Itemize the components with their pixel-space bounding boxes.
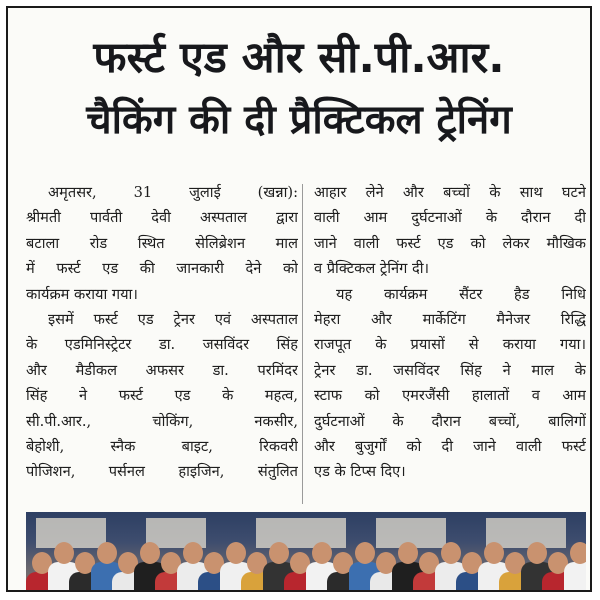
person-head [570,542,587,564]
article-line: मेहरा और मार्केटिंग मैनेजर रिद्धि [314,310,586,328]
person-head [527,542,547,564]
photo-backdrop-banner [36,518,106,548]
article-line: अमृतसर, 31 जुलाई (खन्ना): [48,184,298,201]
article-line: वाली आम दुर्घटनाओं के दौरान दी [314,209,586,227]
article-column-right [314,180,586,485]
column-divider [302,184,303,504]
article-line: यह कार्यक्रम सैंटर हैड निधि [336,285,586,303]
article-line: इसमें फर्स्ट एड ट्रेनर एवं अस्पताल [48,310,298,328]
person-head [140,542,160,564]
person-head [441,542,461,564]
article-line: ट्रेनर डा. जसविंदर सिंह ने माल के [314,361,586,379]
article-line: राजपूत के प्रयासों से कराया गया। [314,336,586,354]
newspaper-clipping [6,6,592,592]
article-line: आहार लेने और बच्चों के साथ घटने [314,184,586,201]
article-line: पोजिशन, पर्सनल हाइजिन, संतुलित [26,463,298,481]
article-line: एड के टिप्स दिए। [314,463,406,481]
article-line: व प्रैक्टिकल ट्रेनिंग दी। [314,260,430,278]
article-line: और मैडीकल अफसर डा. परमिंदर [26,361,298,379]
headline-line-2: चैकिंग की दी प्रैक्टिकल ट्रेनिंग [86,97,512,143]
person-head [484,542,504,564]
person-head [312,542,332,564]
person-head [355,542,375,564]
person-head [97,542,117,564]
article-line: के एडमिनिस्ट्रेटर डा. जसविंदर सिंह [26,336,298,354]
article-line: जाने वाली फर्स्ट एड को लेकर मौखिक [314,234,586,252]
person-head [269,542,289,564]
article-line: सी.पी.आर., चोकिंग, नकसीर, [26,412,298,430]
photo-backdrop-banner [256,518,346,548]
person-head [54,542,74,564]
person-head [183,542,203,564]
article-line: स्टाफ को एमरजैंसी हालातों व आम [314,387,586,405]
article-line: कार्यक्रम कराया गया। [26,285,138,303]
article-column-left [26,180,298,485]
article-line: और बुजुर्गों को दी जाने वाली फर्स्ट [314,437,586,455]
article-line: श्रीमती पार्वती देवी अस्पताल द्वारा [26,209,298,227]
article-line: दुर्घटनाओं के दौरान बच्चों, बालिगों [314,412,586,430]
headline-line-1: फर्स्ट एड और सी.पी.आर. [93,33,505,83]
person-body [564,562,587,592]
article-line: बटाला रोड स्थित सेलिब्रेशन माल [26,234,298,252]
article-line: में फर्स्ट एड की जानकारी देने को [26,260,298,278]
person-head [226,542,246,564]
article-line: सिंह ने फर्स्ट एड के महत्व, [26,387,298,405]
person-head [398,542,418,564]
article-line: बेहोशी, स्नैक बाइट, रिकवरी [26,437,298,455]
group-photo [26,512,586,592]
